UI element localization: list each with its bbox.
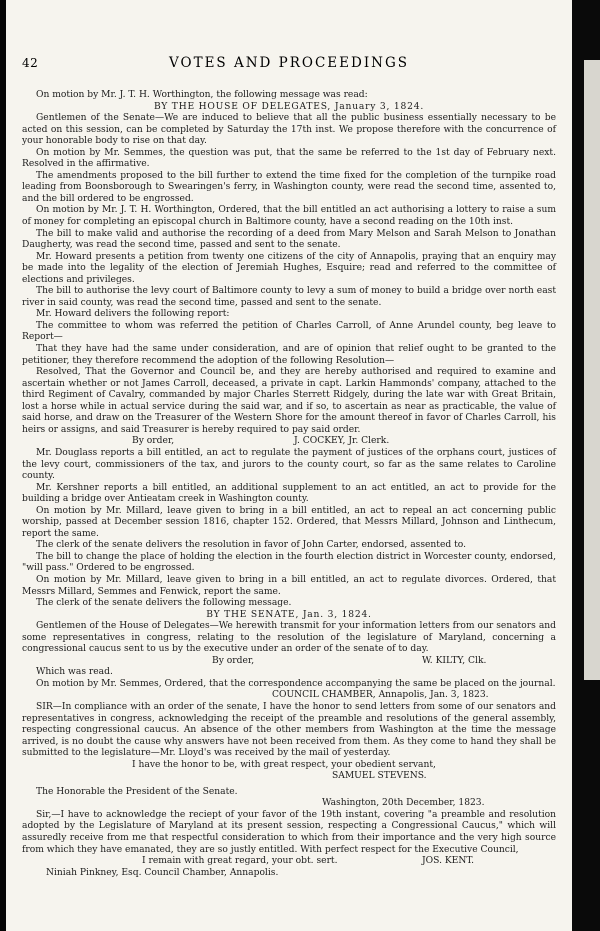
- paragraph: The bill to make valid and authorise the recording of a deed from Mary Melson and Sarah Melson to Jonathan Daugherty, was read the second time, passed and sent to the senate.: [22, 228, 556, 251]
- paragraph: Mr. Kershner reports a bill entitled, an additional supplement to an act entitled, an act to provide for the building a bridge over Antieatam creek in Washington county.: [22, 482, 556, 505]
- letter-signature: SAMUEL STEVENS.: [332, 771, 427, 782]
- section-heading: BY THE SENATE, Jan. 3, 1824.: [206, 609, 372, 620]
- letter-closing: I remain with great regard, your obt. sert.: [142, 856, 338, 867]
- signature-name: J. COCKEY, Jr. Clerk.: [294, 436, 390, 447]
- section-heading: COUNCIL CHAMBER, Annapolis, Jan. 3, 1823.: [272, 690, 489, 701]
- signature-name: W. KILTY, Clk.: [422, 655, 487, 666]
- paragraph: On motion by Mr. Semmes, the question was put, that the same be referred to the 1st day of February next. Resolved in the affirmative.: [22, 147, 556, 170]
- paragraph: That they have had the same under consideration, and are of opinion that relief ought to be granted to the petitioner, they therefore recommend the adoption of the following Resolution—: [22, 344, 556, 366]
- signature-by-order: By order,: [212, 655, 255, 666]
- letter-dateline: Washington, 20th December, 1823.: [322, 798, 485, 809]
- paragraph: On motion by Mr. J. T. H. Worthington, Ordered, that the bill entitled an act authorising a lottery to raise a sum of money for completing an episcopal church in Baltimore county, have a second reading on the 10th inst.: [22, 205, 556, 228]
- signature-line: [22, 436, 556, 448]
- page-number: 42: [22, 56, 39, 70]
- letter-closing: I have the honor to be, with great respect, your obedient servant,: [132, 759, 436, 770]
- paragraph: Which was read.: [36, 667, 113, 678]
- paragraph: Gentlemen of the House of Delegates—We herewith transmit for your information letters from our senators and some representatives in congress, relating to the resolution of the legislature of Maryland, concerning a congressional caucus sent to us by the executive under an order of the senate of to day.: [22, 621, 556, 655]
- paragraph: The amendments proposed to the bill further to extend the time fixed for the completion of the turnpike road leading from Boonsborough to Swearingen's ferry, in Washington county, were read the second time, assented to, and the bill ordered to be engrossed.: [22, 170, 556, 204]
- letter-footer: Niniah Pinkney, Esq. Council Chamber, Annapolis.: [46, 867, 279, 878]
- signature-by-order: By order,: [132, 436, 175, 447]
- letter-address: The Honorable the President of the Senate.: [36, 786, 238, 797]
- paragraph: Mr. Howard delivers the following report:: [36, 309, 230, 320]
- paragraph: Sir,—I have to acknowledge the reciept of your favor of the 19th instant, covering "a preamble and resolution adopted by the Legislature of Maryland at its present session, respecting a Congressional Caucus," which will assuredly receive from me that respectful consideration to which from their importance and the very high source from which they have emanated, they are so justly entitled. With perfect respect for the Executive Council,: [22, 809, 556, 855]
- paragraph: On motion by Mr. Millard, leave given to bring in a bill entitled, an act to repeal an act concerning public worship, passed at December session 1816, chapter 152. Ordered, that Messrs Millard, Johnson and Linthecum, report the same.: [22, 505, 556, 539]
- paragraph: SIR—In compliance with an order of the senate, I have the honor to send letters from some of our senators and representatives in congress, acknowledging the receipt of the preamble and resolutions of the general assembly, respecting congressional caucus. An absence of the other members from Washington at the time the message arrived, is no doubt the cause why answers have not been received from them. As they come to hand they shall be submitted to the legislature—Mr. Lloyd's was received by the mail of yesterday.: [22, 701, 556, 759]
- paragraph: On motion by Mr. J. T. H. Worthington, the following message was read:: [36, 90, 368, 100]
- paragraph: Resolved, That the Governor and Council be, and they are hereby authorised and required to examine and ascertain whether or not James Carroll, deceased, a private in capt. Larkin Hammonds' company, attached to the third Regiment of Cavalry, commanded by major Charles Sterrett Ridgely, during the late war with Great Britain, lost a horse while in actual service during the said war, and if so, to ascertain as near as practicable, the value of said horse, and draw on the Treasurer of the Western Shore for the amount thereof in favor of Charles Carroll, his heirs or assigns, and said Treasurer is hereby required to pay said order.: [22, 367, 556, 435]
- section-heading: BY THE HOUSE OF DELEGATES, January 3, 1824.: [153, 101, 425, 112]
- running-head: VOTES AND PROCEEDINGS: [168, 55, 409, 71]
- document-body: [22, 90, 556, 879]
- paragraph: Gentlemen of the Senate—We are induced to believe that all the public business essentially necessary to be acted on this session, can be completed by Saturday the 17th inst. We propose therefore with the concurrence of your honorable body to rise on that day.: [22, 113, 556, 147]
- page-header: [22, 56, 556, 76]
- paragraph: Mr. Howard presents a petition from twenty one citizens of the city of Annapolis, praying that an enquiry may be made into the legality of the election of Jeremiah Hughes, Esquire; read and referred to the committee of elections and privileges.: [22, 251, 556, 285]
- paragraph: The bill to authorise the levy court of Baltimore county to levy a sum of money to build a bridge over north east river in said county, was read the second time, passed and sent to the senate.: [22, 286, 556, 308]
- adjacent-page-edge: [584, 60, 600, 680]
- paragraph: The clerk of the senate delivers the resolution in favor of John Carter, endorsed, assented to.: [36, 540, 466, 551]
- signature-line: [22, 656, 556, 668]
- paragraph: On motion by Mr. Semmes, Ordered, that the correspondence accompanying the same be placed on the journal.: [36, 678, 556, 689]
- paragraph: The committee to whom was referred the petition of Charles Carroll, of Anne Arundel county, beg leave to Report—: [22, 320, 556, 343]
- paragraph: Mr. Douglass reports a bill entitled, an act to regulate the payment of justices of the orphans court, justices of the levy court, commissioners of the tax, and jurors to the county court, so far as the same relates to Caroline county.: [22, 447, 556, 482]
- paragraph: The clerk of the senate delivers the following message.: [36, 598, 292, 609]
- letter-signature: JOS. KENT.: [422, 856, 474, 867]
- paragraph: On motion by Mr. Millard, leave given to bring in a bill entitled, an act to regulate divorces. Ordered, that Messrs Millard, Semmes and Fenwick, report the same.: [22, 574, 556, 597]
- paragraph: The bill to change the place of holding the election in the fourth election district in Worcester county, endorsed, "will pass." Ordered to be engrossed.: [22, 551, 556, 574]
